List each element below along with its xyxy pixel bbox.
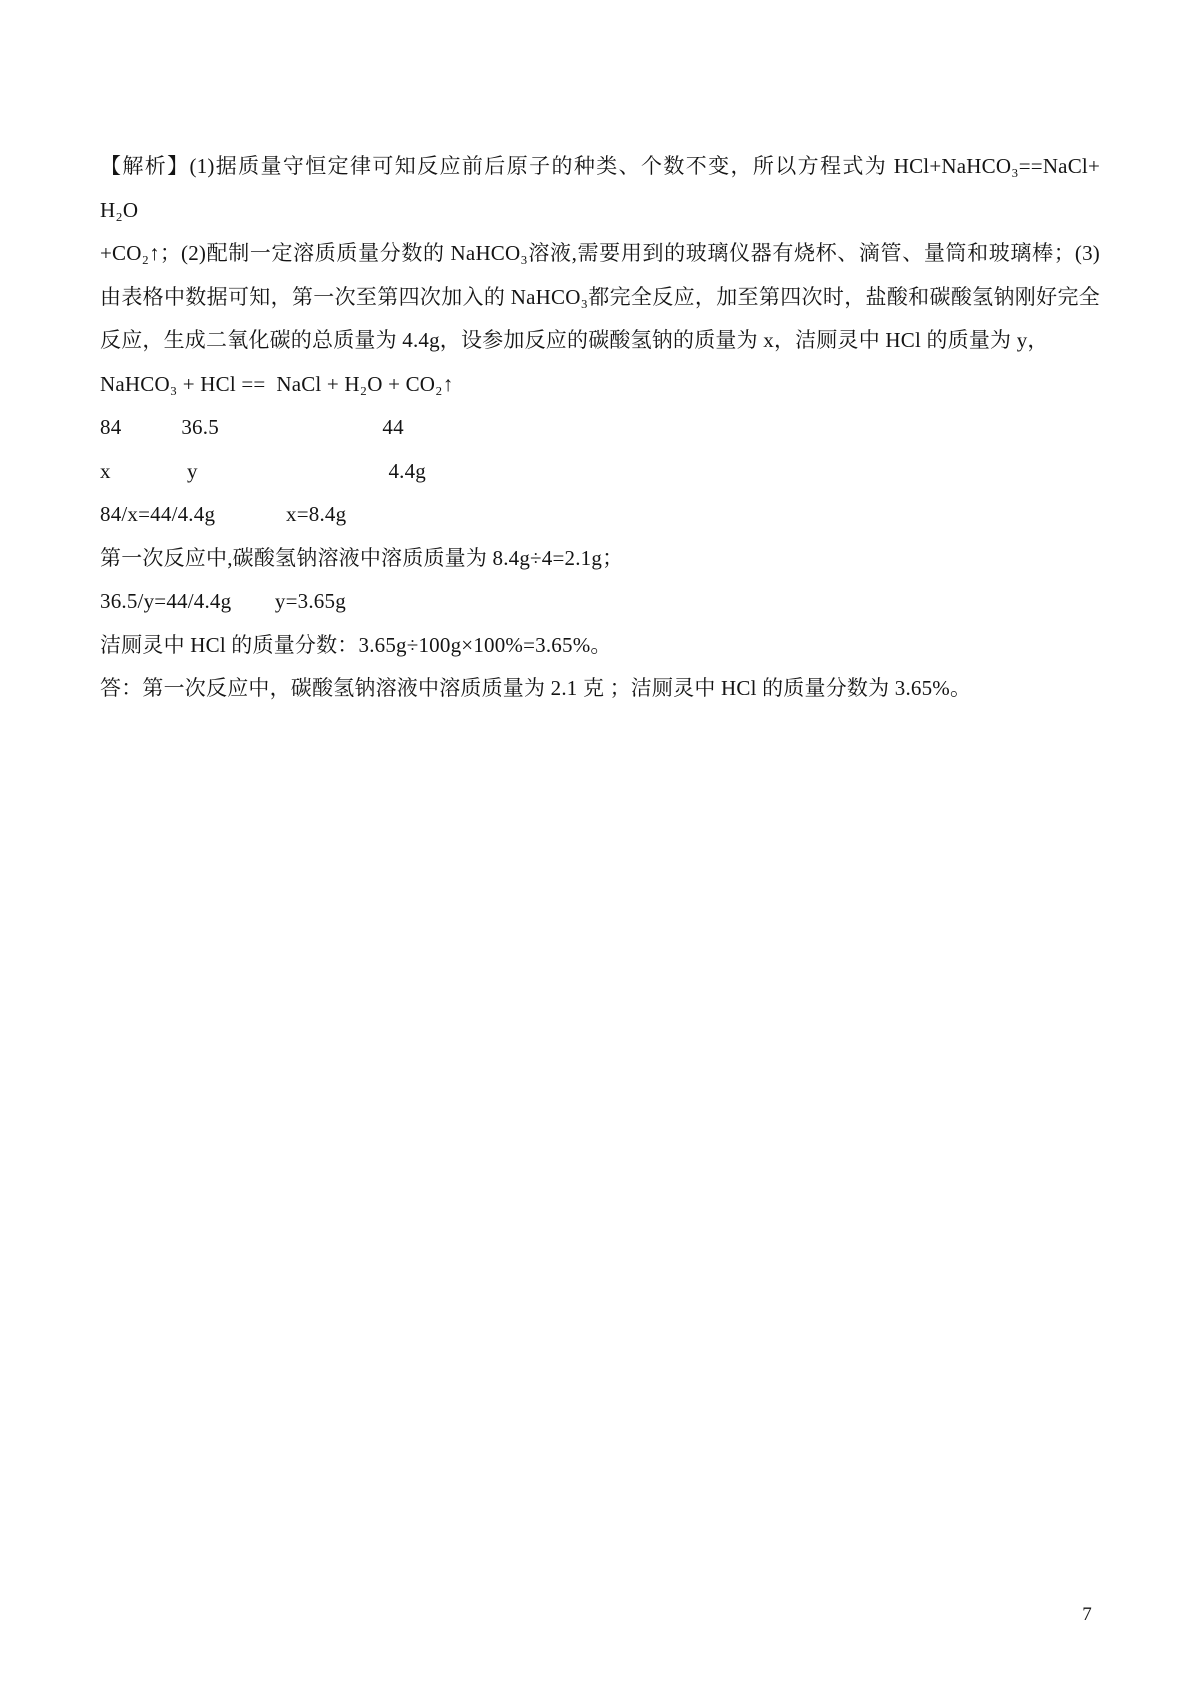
unknowns-row: x y 4.4g [100, 458, 426, 483]
hcl-mass-fraction-line: 洁厕灵中 HCl 的质量分数：3.65g÷100g×100%=3.65%。 [100, 632, 612, 657]
proportion-x-line: 84/x=44/4.4g x=8.4g [100, 502, 347, 526]
page-number: 7 [1082, 1604, 1092, 1625]
solution-line-1: 【解析】(1)据质量守恒定律可知反应前后原子的种类、个数不变，所以方程式为 HCl+NaHCO₃==NaCl+ H₂O [100, 154, 1100, 222]
chemical-equation-line: NaHCO₃ + HCl == NaCl + H₂O + CO₂↑ [100, 371, 454, 396]
solution-line-4: 反应，生成二氧化碳的总质量为 4.4g，设参加反应的碳酸氢钠的质量为 x，洁厕灵中 HCl 的质量为 y， [100, 328, 1049, 352]
solution-line-3: 由表格中数据可知，第一次至第四次加入的 NaHCO₃都完全反应，加至第四次时，盐酸和碳酸氢钠刚好完全 [100, 284, 1100, 309]
answer-line: 答：第一次反应中，碳酸氢钠溶液中溶质质量为 2.1 克 ；洁厕灵中 HCl 的质量分数为 3.65%。 [100, 676, 972, 700]
molar-mass-row: 84 36.5 44 [100, 415, 404, 439]
solution-text-block [100, 145, 1100, 711]
first-reaction-mass-line: 第一次反应中,碳酸氢钠溶液中溶质质量为 8.4g÷4=2.1g； [100, 545, 624, 570]
solution-line-2: +CO₂↑；(2)配制一定溶质质量分数的 NaHCO₃溶液,需要用到的玻璃仪器有烧杯、滴管、量筒和玻璃棒；(3) [100, 241, 1100, 265]
proportion-y-line: 36.5/y=44/4.4g y=3.65g [100, 589, 346, 613]
